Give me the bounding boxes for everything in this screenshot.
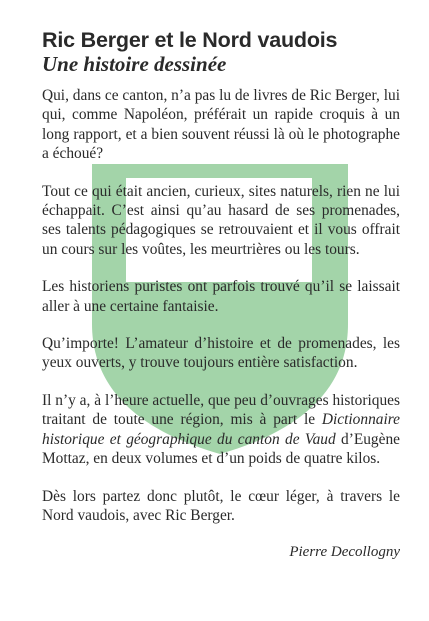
paragraph-2: Tout ce qui était ancien, curieux, sites naturels, rien ne lui échappait. C’est ainsi qu’au hasard de ses promenades, ses talents pédagogiques se retrouvaient et il vous offrait un cours sur les voûtes, les meurtrières ou les tours. (42, 182, 400, 258)
closing-paragraph: Dès lors partez donc plutôt, le cœur léger, à travers le Nord vaudois, avec Ric Berger. (42, 487, 400, 524)
book-title: Dictionnaire historique et géographique du canton de Vaud (42, 411, 400, 448)
paragraph-5-before: Il n’y a, à l’heure actuelle, que peu d’ouvrages historiques traitant de toute une région, mis à part le (42, 391, 400, 429)
paragraph-1: Qui, dans ce canton, n’a pas lu de livres de Ric Berger, lui qui, comme Napoléon, préférait un rapide croquis à un long rapport, et a bien souvent réussi là où le photographe a échoué? (42, 87, 400, 163)
article-title: Ric Berger et le Nord vaudois (42, 28, 338, 52)
paragraph-5-after: d’Eugène Mottaz, en deux volumes et d’un poids de quatre kilos. (42, 430, 400, 468)
paragraph-3: Les historiens puristes ont parfois trouvé qu’il se laissait aller à une certaine fantaisie. (42, 278, 400, 315)
paragraph-5 (42, 391, 400, 469)
article (42, 28, 400, 562)
paragraph-4: Qu’importe! L’amateur d’histoire et de promenades, les yeux ouverts, y trouve toujours entière satisfaction. (42, 335, 400, 372)
author-signature: Pierre Decollogny (289, 544, 400, 561)
article-subtitle: Une histoire dessinée (42, 52, 227, 76)
